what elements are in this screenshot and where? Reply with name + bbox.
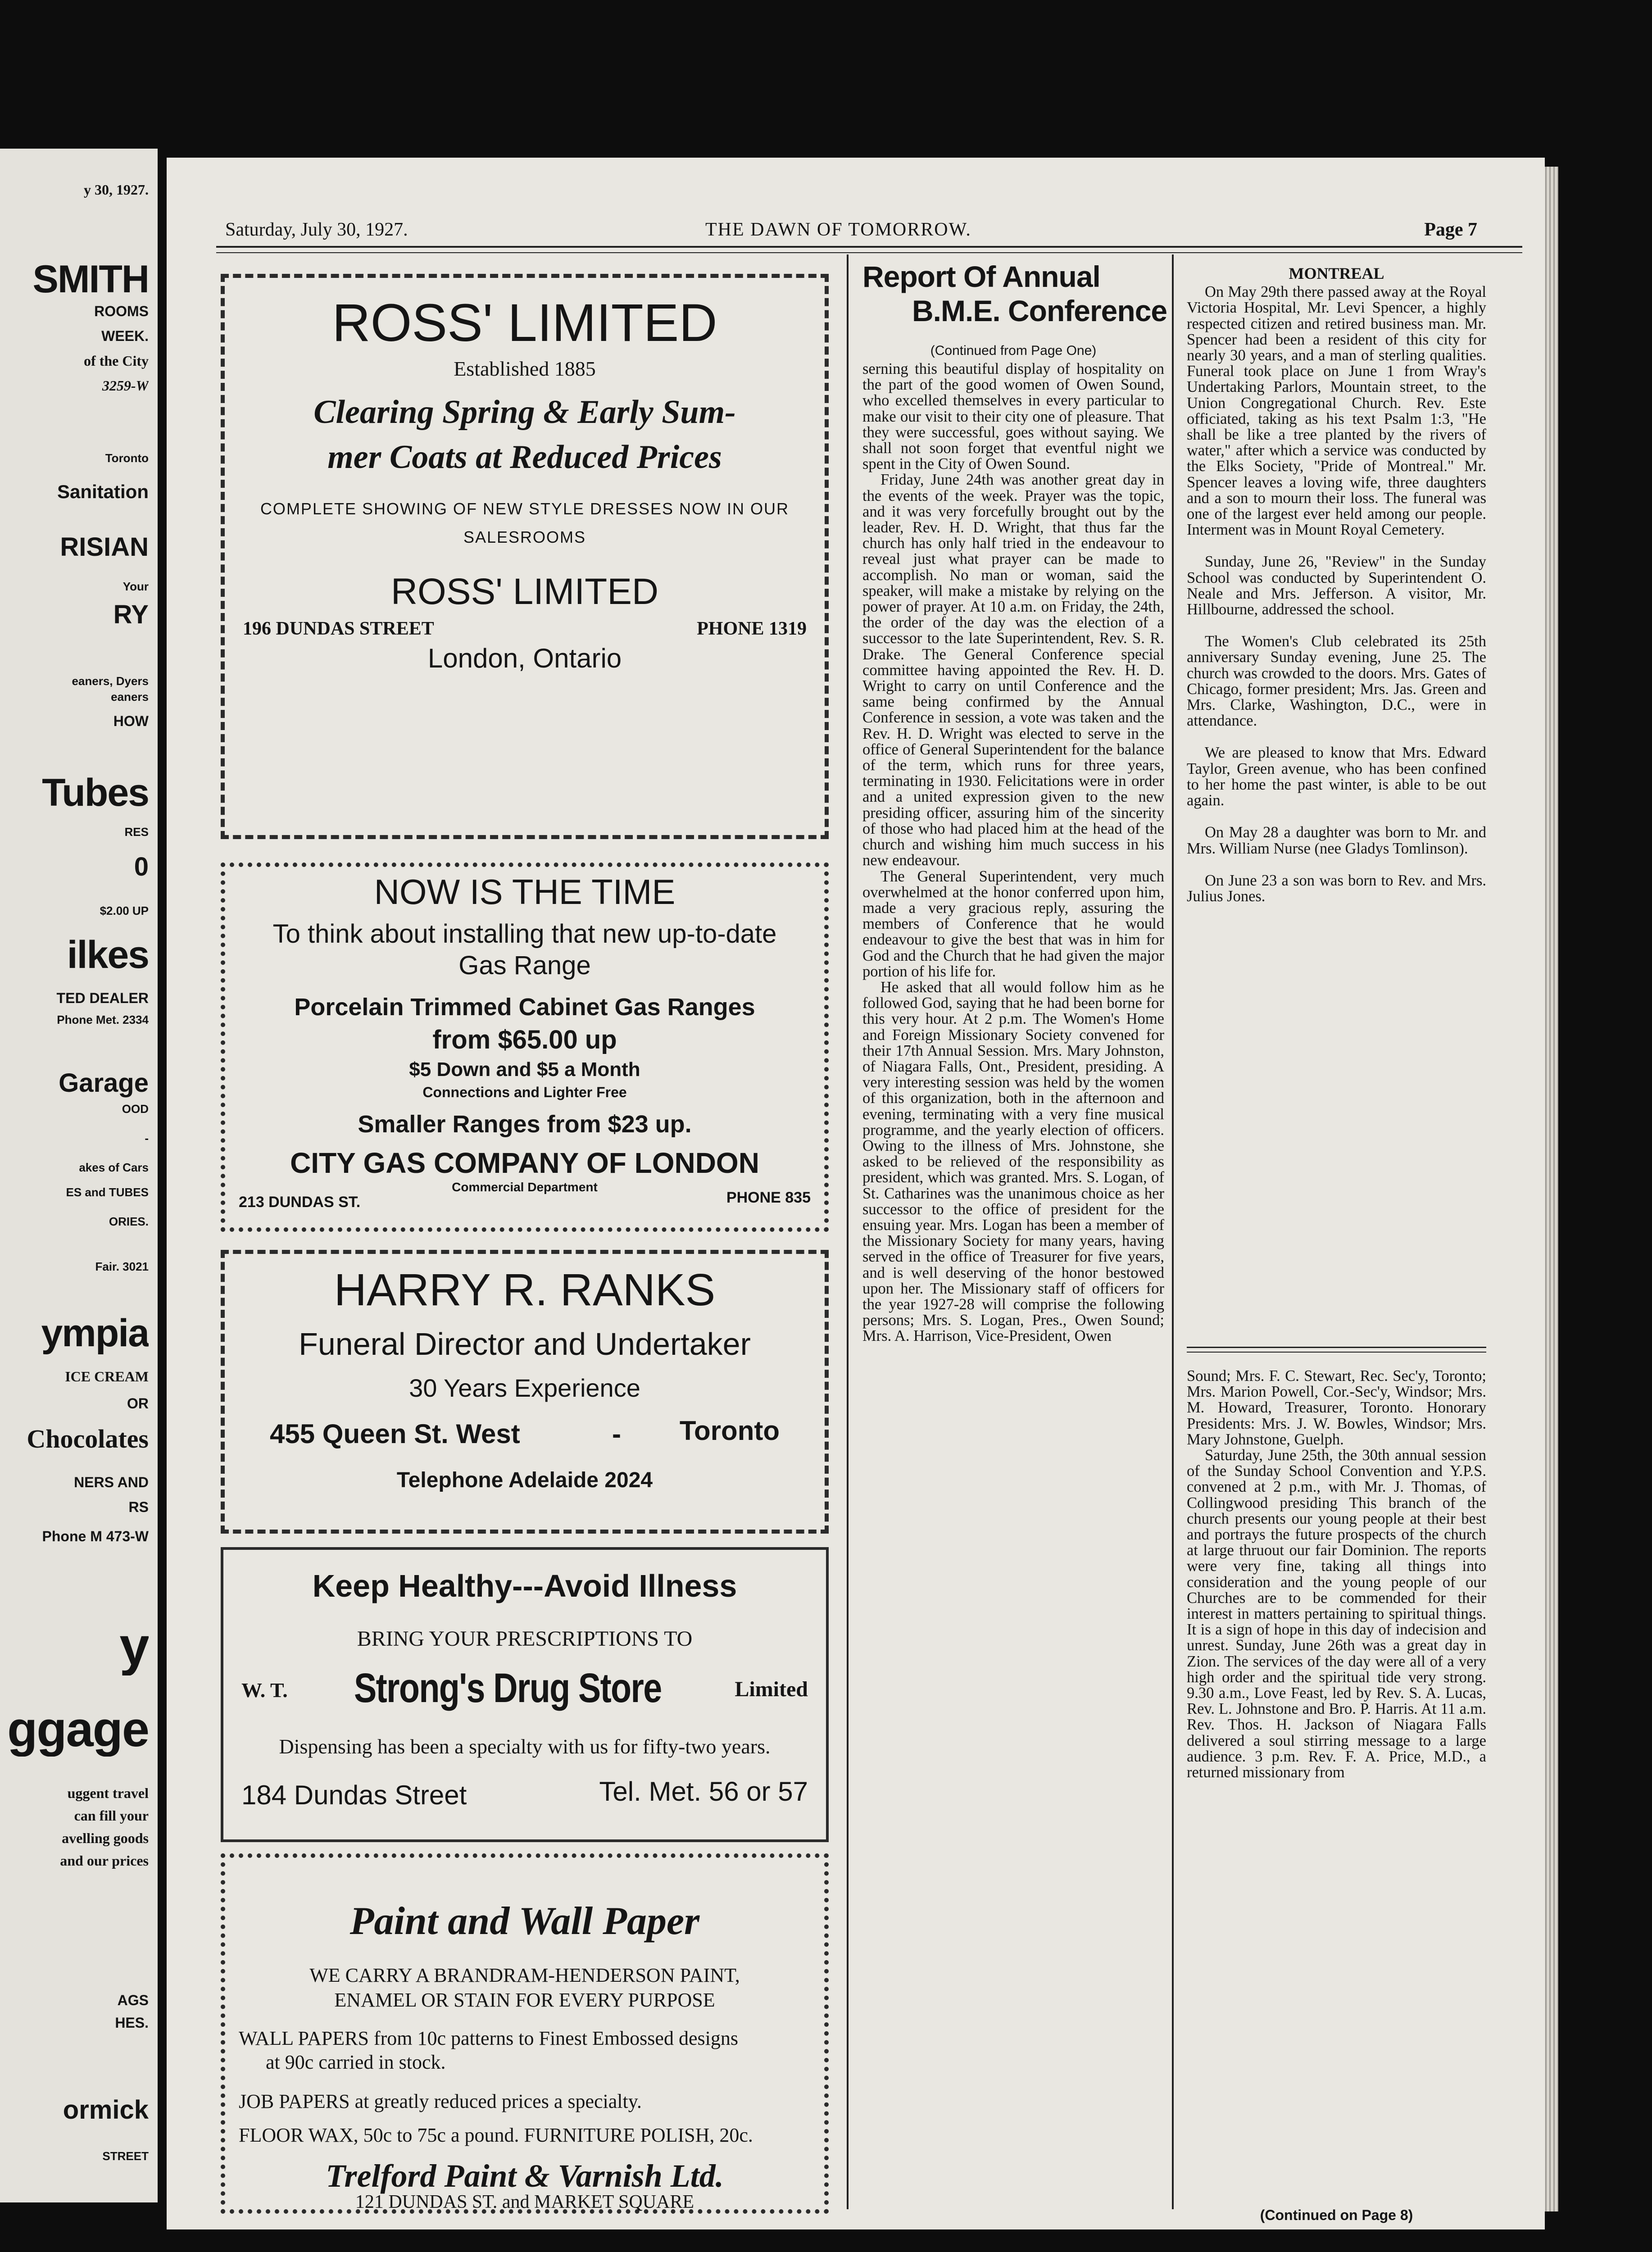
ad-address: 213 DUNDAS ST. bbox=[239, 1194, 361, 1211]
ad-text: FLOOR WAX, 50c to 75c a pound. FURNITURE POLISH, 20c. bbox=[239, 2124, 753, 2146]
left-line: WEEK. bbox=[101, 328, 149, 344]
left-line: Phone Met. 2334 bbox=[57, 1013, 149, 1026]
left-line: uggent travel bbox=[67, 1785, 149, 1801]
ad-text: WE CARRY A BRANDRAM-HENDERSON PAINT, bbox=[309, 1964, 740, 1986]
ad-initials: W. T. bbox=[241, 1679, 288, 1702]
ad-city-gas bbox=[221, 863, 829, 1232]
paragraph: On June 23 a son was born to Rev. and Mrs. Julius Jones. bbox=[1187, 872, 1486, 905]
ad-headline: mer Coats at Reduced Prices bbox=[327, 439, 722, 476]
left-line: Your bbox=[123, 580, 149, 593]
ad-company: CITY GAS COMPANY OF LONDON bbox=[290, 1147, 759, 1179]
ad-harry-ranks bbox=[221, 1250, 829, 1534]
ad-department: Commercial Department bbox=[452, 1180, 598, 1194]
left-line: ympia bbox=[41, 1312, 149, 1355]
left-line: OOD bbox=[122, 1102, 149, 1116]
left-line: RES bbox=[124, 825, 149, 839]
ad-established: Established 1885 bbox=[454, 357, 596, 380]
ad-address: 455 Queen St. West bbox=[270, 1419, 520, 1449]
paragraph: Friday, June 24th was another great day in the events of the week. Prayer was the topic, and it was very forcefully brought out by the leader, Rev. H. D. Wright, that thus far the church has only half tried in the endeavour to reveal just what prayer can be made to accomplish. No man or woman, said the speaker, will make a mistake by relying on the power of prayer. At 10 a.m. on Friday, the 24th, the order of the day was the election of a successor to the late Superintendent, Rev. S. R. Drake. The General Conference special committee having appointed the Rev. H. D. Wright to carry on until Conference and the same being confirmed by the Annual Conference in session, a vote was taken and the Rev. H. D. Wright was elected to serve in the office of General Superintendent for the balance of the term, which runs for three years, terminating in 1930. Felicitations were in order and a united expression given to the new presiding officer, assuring him of the sincerity of those who had placed him at the head of the church and wishing him much success in his new endeavour. bbox=[862, 471, 1164, 869]
left-line: RY bbox=[113, 600, 149, 629]
ad-product: Porcelain Trimmed Cabinet Gas Ranges bbox=[294, 994, 755, 1021]
ad-title: HARRY R. RANKS bbox=[334, 1265, 716, 1315]
left-line: STREET bbox=[102, 2149, 149, 2163]
left-line: y bbox=[119, 1617, 149, 1675]
ad-phone: PHONE 1319 bbox=[697, 618, 807, 639]
ad-ross-limited bbox=[221, 274, 829, 839]
montreal-column bbox=[1187, 266, 1486, 904]
left-line: eaners, Dyers bbox=[72, 674, 149, 688]
left-line: AGS bbox=[117, 1992, 149, 2008]
ad-strongs-drug-store bbox=[221, 1547, 829, 1842]
paragraph: On May 28 a daughter was born to Mr. and Mrs. William Nurse (nee Gladys Tomlinson). bbox=[1187, 824, 1486, 857]
left-line: Phone M 473-W bbox=[42, 1528, 149, 1544]
article-body bbox=[862, 361, 1164, 1344]
left-line: $2.00 UP bbox=[100, 904, 149, 917]
left-line: akes of Cars bbox=[79, 1161, 149, 1174]
ad-text: Smaller Ranges from $23 up. bbox=[358, 1111, 692, 1138]
ad-store-name: Strong's Drug Store bbox=[354, 1665, 662, 1711]
continuation-column bbox=[1187, 1368, 1486, 1780]
left-line: Fair. 3021 bbox=[95, 1260, 149, 1273]
ad-trade: Funeral Director and Undertaker bbox=[299, 1326, 751, 1362]
newspaper-page bbox=[167, 158, 1545, 2229]
left-line: 3259-W bbox=[102, 377, 149, 394]
paragraph: He asked that all would follow him as he followed God, saying that he had been borne for this very hour. At 2 p.m. The Women's Home and Foreign Missionary Society convened for their 17th Annual Session. Mrs. Mary Johnston, of Niagara Falls, Ont., President, presiding. A very interesting session was held by the women of this organization, both in the afternoon and evening, terminating with a very fine musical programme, and the yearly election of officers. Owing to the illness of Mrs. Johnstone, she asked to be relieved of the responsibility as president, which was granted. Mrs. S. Logan, of St. Catharines was the unanimous choice as her successor to the office of president for the ensuing year. Mrs. Logan has been a member of the Missionary Society for many years, having served in the office of Treasurer for five years, and is well deserving of the honor bestowed upon her. The Missionary staff of officers for the year 1927-28 will comprise the following persons; Mrs. S. Logan, Pres., Owen Sound; Mrs. A. Harrison, Vice-President, Owen bbox=[862, 978, 1164, 1345]
ad-text: 30 Years Experience bbox=[409, 1374, 640, 1402]
left-line: Sanitation bbox=[57, 481, 149, 502]
header-rule bbox=[216, 246, 1522, 253]
headline-line: Report Of Annual bbox=[862, 260, 1100, 293]
paragraph: On May 29th there passed away at the Royal Victoria Hospital, Mr. Levi Spencer, a highly respected citizen and retired business man. Mr. Spencer had been a resident of this city for nearly 30 years, and a man of sterling qualities. Funeral took place on June 1 from Wray's Undertaking Parlors, Mountain street, to the Union Congregational Church. Rev. Este officiated, taking as his text Psalm 1:3, "He shall be like a tree planted by the rivers of water," after which a service was conducted by the Elks Society, "Pride of Montreal." Mr. Spencer leaves a loving wife, three daughters and a son to mourn their loss. The funeral was one of the largest ever held among our people. Interment was in Mount Royal Cemetery. bbox=[1187, 283, 1486, 539]
ad-telephone: Telephone Adelaide 2024 bbox=[396, 1468, 653, 1492]
ad-text: BRING YOUR PRESCRIPTIONS TO bbox=[357, 1627, 693, 1651]
paragraph: We are pleased to know that Mrs. Edward Taylor, Green avenue, who has been confined to her home the past winter, is able to be out again. bbox=[1187, 744, 1486, 809]
ad-text: at 90c carried in stock. bbox=[266, 2051, 446, 2073]
left-line: RS bbox=[128, 1499, 149, 1515]
section-rule bbox=[1187, 1347, 1486, 1353]
left-line: ilkes bbox=[67, 933, 149, 976]
left-line: avelling goods bbox=[62, 1830, 149, 1846]
ad-trelford-paint bbox=[221, 1853, 829, 2214]
article-headline bbox=[862, 259, 1178, 328]
left-line: RISIAN bbox=[60, 532, 149, 562]
ad-headline: Clearing Spring & Early Sum- bbox=[313, 394, 736, 431]
left-line: ICE CREAM bbox=[65, 1368, 149, 1385]
left-line: ES and TUBES bbox=[66, 1185, 149, 1199]
page-number: Page 7 bbox=[1424, 219, 1477, 240]
left-line: Tubes bbox=[42, 771, 149, 814]
left-line: of the City bbox=[84, 353, 149, 369]
left-line: ROOMS bbox=[94, 303, 149, 319]
adjacent-page-fragment bbox=[0, 149, 158, 2202]
ad-title: Keep Healthy---Avoid Illness bbox=[312, 1568, 737, 1603]
left-line: y 30, 1927. bbox=[84, 182, 149, 198]
ad-company: Trelford Paint & Varnish Ltd. bbox=[326, 2158, 724, 2194]
ad-terms: $5 Down and $5 a Month bbox=[409, 1058, 640, 1081]
ad-text: ENAMEL OR STAIN FOR EVERY PURPOSE bbox=[334, 1989, 715, 2011]
left-line: OR bbox=[127, 1395, 149, 1412]
issue-date: Saturday, July 30, 1927. bbox=[225, 219, 408, 240]
left-line: ggage bbox=[7, 1703, 149, 1757]
continued-from: (Continued from Page One) bbox=[930, 343, 1097, 358]
ad-text: WALL PAPERS from 10c patterns to Finest Embossed designs bbox=[239, 2027, 738, 2049]
paragraph: The General Superintendent, very much overwhelmed at the honor conferred upon him, made a very gracious reply, assuring the members of Conference that he would endeavour to give the best that was in him for God and the Church that he had given the major portion of his life for. bbox=[862, 867, 1164, 980]
ad-phone: PHONE 835 bbox=[726, 1189, 811, 1206]
ad-city: London, Ontario bbox=[427, 643, 622, 673]
left-line: NERS AND bbox=[74, 1474, 149, 1490]
continued-on: (Continued on Page 8) bbox=[1260, 2207, 1413, 2223]
column-rule bbox=[847, 254, 849, 2209]
page-header bbox=[225, 216, 1554, 243]
ad-title: NOW IS THE TIME bbox=[374, 872, 676, 912]
left-line: ORIES. bbox=[109, 1215, 149, 1228]
paragraph: The Women's Club celebrated its 25th anniversary Sunday evening, June 25. The church was crowded to the doors. Mrs. Gates of Chicago, former president; Mrs. Jas. Green and Mrs. Clarke, Washington, D.C., were in attendance. bbox=[1187, 633, 1486, 730]
ad-text: COMPLETE SHOWING OF NEW STYLE DRESSES NOW IN OUR bbox=[260, 499, 790, 518]
left-line: 0 bbox=[134, 852, 149, 881]
ad-address: 121 DUNDAS ST. and MARKET SQUARE bbox=[355, 2192, 694, 2212]
paragraph: Sunday, June 26, "Review" in the Sunday School was conducted by Superintendent O. Neale and Mrs. Jefferson. A visitor, Mr. Hillbourne, addressed the school. bbox=[1187, 553, 1486, 618]
ad-text: Gas Range bbox=[458, 951, 591, 980]
left-line: Chocolates bbox=[27, 1424, 149, 1453]
ad-text: JOB PAPERS at greatly reduced prices a specialty. bbox=[239, 2090, 642, 2112]
ad-title: ROSS' LIMITED bbox=[332, 293, 717, 353]
ad-phone: Tel. Met. 56 or 57 bbox=[599, 1776, 808, 1807]
ad-separator: - bbox=[612, 1419, 621, 1449]
left-line: and our prices bbox=[60, 1852, 149, 1869]
ad-text: Connections and Lighter Free bbox=[422, 1084, 627, 1100]
column-rule bbox=[1172, 254, 1174, 2209]
ad-city: Toronto bbox=[679, 1416, 780, 1446]
left-line: SMITH bbox=[32, 258, 149, 301]
paragraph: Saturday, June 25th, the 30th annual session of the Sunday School Convention and Y.P.S. convened at 2 p.m., with Mr. J. Thomas, of Collingwood presiding This branch of the church presents our young people at their best and portrays the future prospects of the church at large thruout our fair Dominion. The reports were very fine, taking all things into consideration and the young people of our Churches are to be commended for their interest in matters pertaining to spiritual things. It is a sign of hope in this day of indecision and unrest. Sunday, June 26th was a great day in Zion. The services of the day were all of a very high order and the spiritual tide very strong. 9.30 a.m., Love Feast, led by Rev. S. A. Lucas, Rev. L. Johnstone and Bro. P. Harris. At 11 a.m. Rev. Thos. H. Jackson of Niagara Falls delivered a soul stirring message to a large audience. 3 p.m. Rev. F. A. Price, M.D., a returned missionary from bbox=[1187, 1447, 1486, 1781]
ad-price: from $65.00 up bbox=[432, 1025, 617, 1054]
ad-text: To think about installing that new up-to-date bbox=[272, 919, 777, 949]
ad-title: Paint and Wall Paper bbox=[349, 1899, 700, 1943]
ad-limited: Limited bbox=[735, 1677, 808, 1701]
left-line: Garage bbox=[59, 1068, 149, 1098]
left-line: HES. bbox=[115, 2015, 149, 2031]
left-line: Toronto bbox=[105, 451, 149, 465]
left-line: ormick bbox=[63, 2095, 149, 2125]
section-heading: MONTREAL bbox=[1289, 264, 1384, 282]
left-line: can fill your bbox=[74, 1807, 149, 1824]
ad-text: SALESROOMS bbox=[463, 528, 586, 546]
paragraph: serning this beautiful display of hospitality on the part of the good women of Owen Sound, who excelled themselves in every particular to make our visit to their city one of pleasure. That they were successful, goes without saying. We shall not soon forget that eventful night we spent in the City of Owen Sound. bbox=[862, 360, 1164, 473]
ad-text: Dispensing has been a specialty with us for fifty-two years. bbox=[279, 1735, 771, 1758]
ad-address: 184 Dundas Street bbox=[241, 1780, 467, 1810]
headline-line: B.M.E. Conference bbox=[912, 294, 1167, 327]
ad-address: 196 DUNDAS STREET bbox=[243, 618, 434, 639]
left-line: TED DEALER bbox=[56, 990, 149, 1006]
publication-name: THE DAWN OF TOMORROW. bbox=[705, 219, 971, 240]
ad-title: ROSS' LIMITED bbox=[390, 571, 659, 612]
left-line: eaners bbox=[111, 690, 149, 704]
left-line: - bbox=[145, 1131, 149, 1145]
left-line: HOW bbox=[113, 713, 149, 729]
paragraph: Sound; Mrs. F. C. Stewart, Rec. Sec'y, Toronto; Mrs. Marion Powell, Cor.-Sec'y, Windsor; Mrs. M. Howard, Treasurer, Toronto. Honorary Presidents: Mrs. J. W. Bowles, Windsor; Mrs. Mary Johnstone, Guelph. bbox=[1187, 1367, 1486, 1448]
